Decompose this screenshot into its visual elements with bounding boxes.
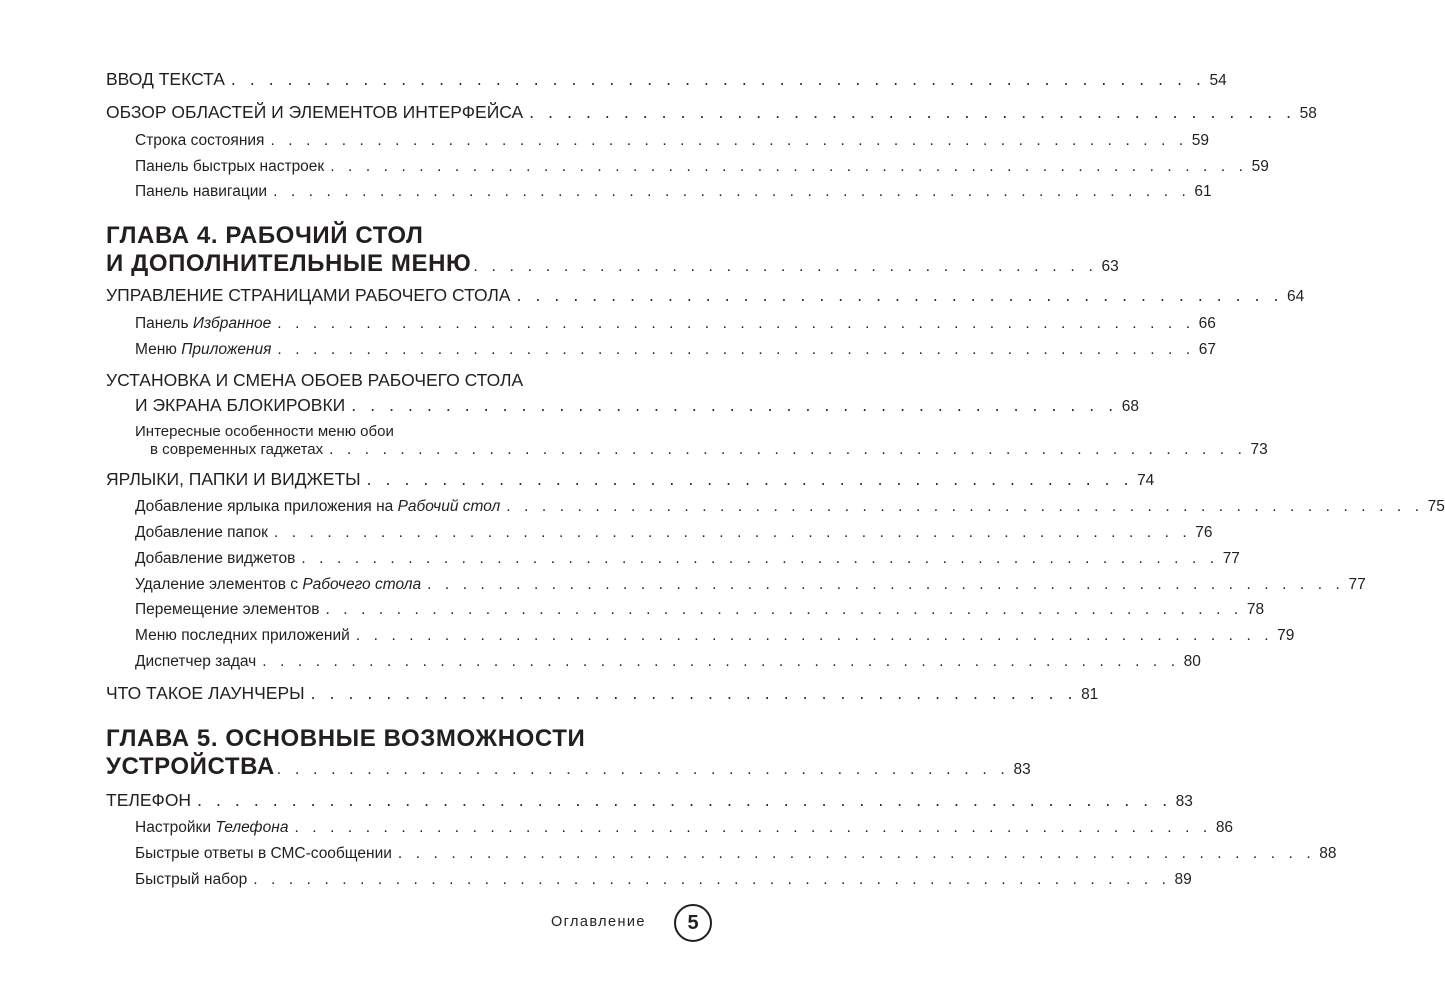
toc-entry-title: Добавление папок: [135, 524, 268, 541]
toc-page-number: 78: [1246, 601, 1265, 618]
toc-page-number: 59: [1191, 132, 1210, 149]
toc-entry-title: Панель Избранное: [135, 315, 272, 332]
toc-entry-subsection: [150, 441, 1268, 459]
toc-entry-title: ЯРЛЫКИ, ПАПКИ И ВИДЖЕТЫ: [106, 469, 361, 489]
toc-entry-title: УПРАВЛЕНИЕ СТРАНИЦАМИ РАБОЧЕГО СТОЛА: [106, 285, 511, 305]
dot-leader: . . . . . . . . . . . . . . . . . . . . . . . . . . . . . . . . . . . . . . . . .: [529, 102, 1296, 122]
dot-leader: . . . . . . . . . . . . . . . . . . . . . . . . . . . . . . . . . . . . . . . . . . . . . . . . . . . .: [277, 341, 1195, 358]
dot-leader: . . . . . . . . . . . . . . . . . . . . . . . . . . . . . . . . . . . . . . . . . . . . . . . . . . . .: [397, 845, 1316, 862]
toc-page-number: 58: [1299, 105, 1317, 122]
dot-leader: . . . . . . . . . . . . . . . . . . . . . . . . . . . . . . . . . . . . . . . . .: [310, 683, 1078, 703]
toc-entry-section: [106, 102, 1317, 123]
toc-entry-subsection: [135, 132, 1210, 150]
toc-entry-title: ЧТО ТАКОЕ ЛАУНЧЕРЫ: [106, 683, 305, 703]
dot-leader: . . . . . . . . . . . . . . . . . . . . . . . . . . . . . . . . . . . . . . . . .: [516, 285, 1283, 305]
toc-entry-title: Диспетчер задач: [135, 653, 257, 670]
dot-leader: . . . . . . . . . . . . . . . . . . . . . . . . . . . . . . . . . . . . . . . . . . . . . . . . . . . .: [230, 69, 1206, 89]
toc-page-number: 77: [1222, 550, 1240, 567]
toc-entry-title: Панель навигации: [135, 183, 268, 200]
page-number: 5: [687, 911, 699, 934]
section-heading-line1: УСТАНОВКА И СМЕНА ОБОЕВ РАБОЧЕГО СТОЛА: [106, 370, 524, 390]
toc-entry-title: Быстрые ответы в СМС-сообщении: [135, 845, 392, 862]
toc-entry-subsection: [135, 183, 1212, 201]
toc-entry-section: [106, 69, 1227, 90]
toc-entry-subsection: [135, 524, 1213, 542]
toc-page-number: 76: [1195, 524, 1213, 541]
dot-leader: . . . . . . . . . . . . . . . . . . . . . . . . . . . . . . . . . . . . . . . . . . . . . . . . . . . .: [273, 183, 1191, 200]
subsection-heading-line1: Интересные особенности меню обои: [135, 423, 394, 440]
toc-entry-title: И ДОПОЛНИТЕЛЬНЫЕ МЕНЮ: [106, 250, 472, 277]
toc-entry-subsection: [135, 498, 1445, 516]
toc-entry-title: Быстрый набор: [135, 871, 248, 888]
toc-page-number: 73: [1250, 441, 1268, 458]
toc-page-number: 66: [1198, 315, 1216, 332]
dot-leader: . . . . . . . . . . . . . . . . . . . . . . . . . . . . . . . . . . . . . . . . . . . . . . . . . . . .: [262, 653, 1180, 670]
toc-page-number: 68: [1121, 398, 1139, 415]
toc-page-number: 81: [1081, 686, 1099, 703]
toc-page-number: 59: [1251, 158, 1269, 175]
dot-leader: . . . . . . . . . . . . . . . . . . . . . . . . . . . . . . . . . . . . . . . . .: [351, 395, 1118, 415]
toc-page-number: 54: [1209, 72, 1227, 89]
chapter-heading-line1: ГЛАВА 5. ОСНОВНЫЕ ВОЗМОЖНОСТИ: [106, 725, 586, 752]
dot-leader: . . . . . . . . . . . . . . . . . . . . . . . . . . . . . . . . . . . . . . . . . . . . . . . . . . . .: [506, 498, 1424, 515]
toc-page-number: 63: [1101, 258, 1119, 275]
chapter-heading-line1: ГЛАВА 4. РАБОЧИЙ СТОЛ: [106, 222, 424, 249]
toc-entry-title: Добавление ярлыка приложения на Рабочий стол: [135, 498, 501, 515]
toc-entry-section: [106, 790, 1193, 811]
toc-page-number: 89: [1174, 871, 1192, 888]
toc-entry-section: [106, 683, 1099, 704]
toc-entry-title: Меню Приложения: [135, 341, 272, 358]
running-footer-section-name: Оглавление: [551, 914, 646, 930]
dot-leader: . . . . . . . . . . . . . . . . . . . . . . . . . . . . . . . . . . . . . . . . .: [366, 469, 1134, 489]
toc-entry-title: Меню последних приложений: [135, 627, 350, 644]
toc-entry-title: Панель быстрых настроек: [135, 158, 325, 175]
toc-entry-title: ВВОД ТЕКСТА: [106, 69, 225, 89]
toc-entry-subsection: [135, 871, 1192, 889]
dot-leader: . . . . . . . . . . . . . . . . . . . . . . . . . . . . . . . . . . . . . . . . . . . . . . . . . . . .: [329, 441, 1247, 458]
toc-page-number: 86: [1215, 819, 1234, 836]
toc-entry-title: Строка состояния: [135, 132, 265, 149]
toc-page-number: 61: [1194, 183, 1212, 200]
toc-entry-chapter: [106, 753, 1031, 781]
toc-page-number: 67: [1198, 341, 1217, 358]
toc-entry-title: Удаление элементов с Рабочего стола: [135, 576, 422, 593]
toc-entry-section: [135, 395, 1139, 416]
toc-entry-subsection: [135, 653, 1201, 671]
toc-entry-subsection: [135, 819, 1234, 837]
dot-leader: . . . . . . . . . . . . . . . . . . . . . . . . . . . . . . . . . . . . . . . . . . . . . . . . . . . .: [330, 158, 1248, 175]
toc-entry-chapter: [106, 250, 1119, 278]
toc-entry-subsection: [135, 158, 1269, 176]
toc-entry-title: ОБЗОР ОБЛАСТЕЙ И ЭЛЕМЕНТОВ ИНТЕРФЕЙСА: [106, 102, 524, 122]
toc-entry-title: УСТРОЙСТВА: [106, 753, 275, 780]
toc-entry-subsection: [135, 315, 1216, 333]
dot-leader: . . . . . . . . . . . . . . . . . . . . . . . . . . . . . . . . . . . . . . . . . . . . . . . . . . . .: [277, 315, 1195, 332]
dot-leader: . . . . . . . . . . . . . . . . . . . . . . . . . . . . . . . . . . . . . . . . . . . . . . . . . . . .: [253, 871, 1171, 888]
toc-entry-title: И ЭКРАНА БЛОКИРОВКИ: [135, 395, 346, 415]
toc-entry-title: ТЕЛЕФОН: [106, 790, 192, 810]
toc-entry-section: [106, 469, 1155, 490]
toc-entry-title: Добавление виджетов: [135, 550, 296, 567]
toc-page-number: 80: [1183, 653, 1201, 670]
dot-leader: . . . . . . . . . . . . . . . . . . . . . . . . . . . . . . . . . . . . . . . . . . . . . . . . . . . .: [325, 601, 1243, 618]
toc-entry-subsection: [135, 627, 1295, 645]
toc-entry-title: Перемещение элементов: [135, 601, 320, 618]
dot-leader: . . . . . . . . . . . . . . . . . . . . . . . . . . . . . . . . . . . . . . . . . . . . . . . . . . . .: [427, 576, 1345, 593]
toc-entry-section: [106, 285, 1305, 306]
toc-page-number: 79: [1277, 627, 1295, 644]
toc-entry-subsection: [135, 341, 1217, 359]
dot-leader: . . . . . . . . . . . . . . . . . . . . . . . . . . . . . . . . . . . . . . . . . . . . . . . . . . . .: [301, 550, 1219, 567]
toc-page-number: 64: [1287, 288, 1305, 305]
toc-entry-subsection: [135, 845, 1337, 863]
toc-page-number: 75: [1427, 498, 1445, 515]
dot-leader: . . . . . . . . . . . . . . . . . . . . . . . . . . . . . . . . . . . . . . . . . . . . . . . . . . . .: [197, 790, 1172, 810]
dot-leader: . . . . . . . . . . . . . . . . . . . . . . . . . . . . . . . . . . . . . . . . . . . . . . . . . . . .: [294, 819, 1212, 836]
toc-page-number: 83: [1013, 761, 1031, 778]
toc-page-number: 77: [1348, 576, 1366, 593]
toc-page-number: 83: [1175, 793, 1193, 810]
toc-entry-subsection: [135, 550, 1240, 568]
toc-page-number: 88: [1319, 845, 1337, 862]
toc-page-number: 74: [1137, 472, 1155, 489]
dot-leader: . . . . . . . . . . . . . . . . . . . . . . . . . . . . . . . . . . . . . . . . . . . . . . . . . . . .: [270, 132, 1188, 149]
dot-leader: . . . . . . . . . . . . . . . . . . . . . . . . . . . . . . . . . . . . . . . . . . . . . . . . . . . .: [273, 524, 1192, 541]
page-number-badge: [674, 904, 712, 942]
toc-entry-title: в современных гаджетах: [150, 441, 324, 458]
toc-entry-title: Настройки Телефона: [135, 819, 289, 836]
dot-leader: . . . . . . . . . . . . . . . . . . . . . . . . . . . . . . . . . . .: [473, 258, 1098, 275]
dot-leader: . . . . . . . . . . . . . . . . . . . . . . . . . . . . . . . . . . . . . . . . . . . . . . . . . . . .: [355, 627, 1274, 644]
toc-entry-subsection: [135, 576, 1366, 594]
toc-entry-subsection: [135, 601, 1265, 619]
dot-leader: . . . . . . . . . . . . . . . . . . . . . . . . . . . . . . . . . . . . . . . . .: [276, 761, 1010, 778]
